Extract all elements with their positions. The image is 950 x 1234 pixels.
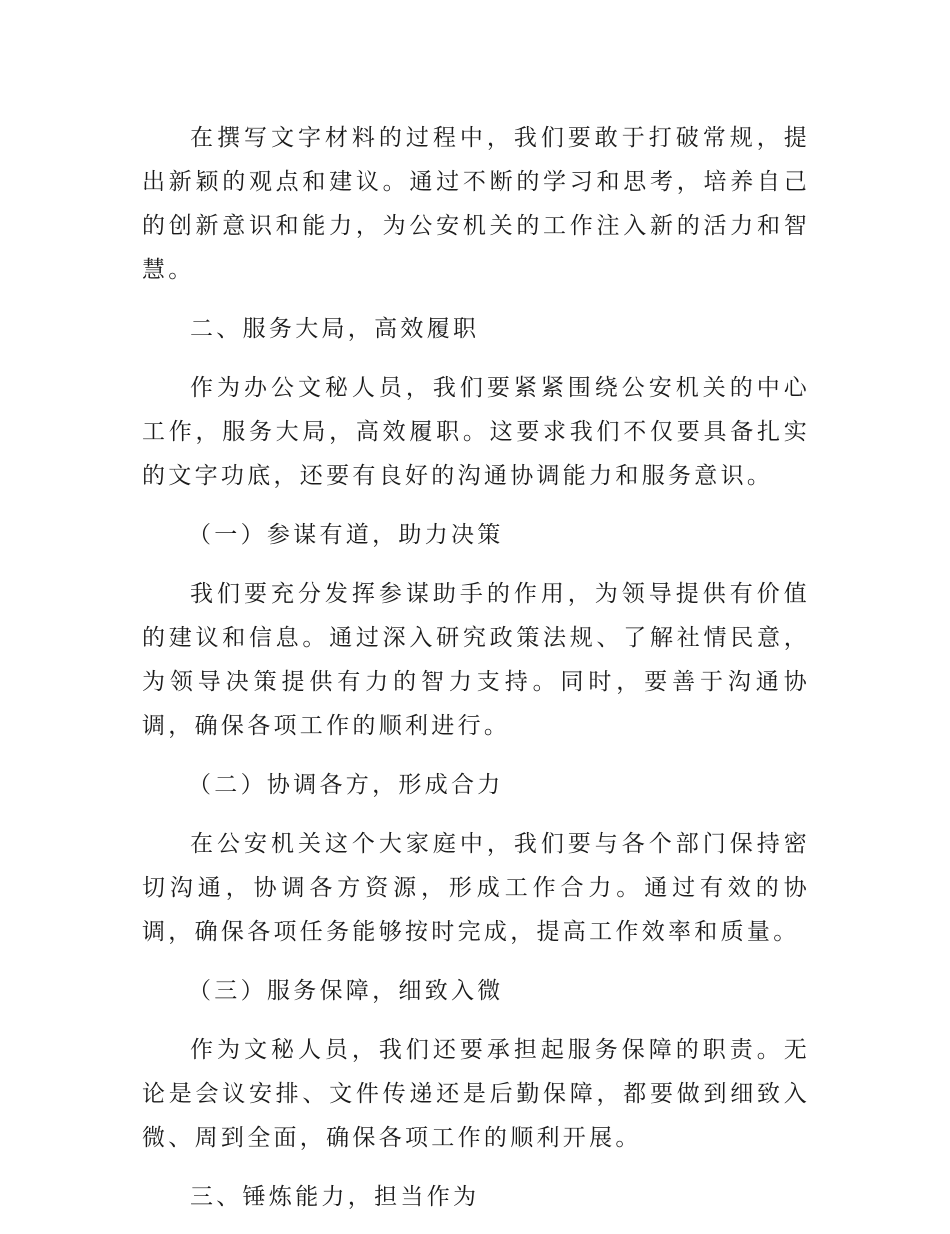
paragraph-serve-overall: 作为办公文秘人员，我们要紧紧围绕公安机关的中心工作，服务大局，高效履职。这要求我们不仅要具备扎实的文字功底，还要有良好的沟通协调能力和服务意识。 xyxy=(142,375,810,489)
subheading-2-2: （二）协调各方，形成合力 xyxy=(188,772,504,798)
document-body xyxy=(142,116,810,1234)
paragraph-innovation: 在撰写文字材料的过程中，我们要敢于打破常规，提出新颖的观点和建议。通过不断的学习和思考，培养自己的创新意识和能力，为公安机关的工作注入新的活力和智慧。 xyxy=(142,125,810,283)
subheading-2-1: （一）参谋有道，助力决策 xyxy=(188,522,504,548)
paragraph-coordination: 在公安机关这个大家庭中，我们要与各个部门保持密切沟通，协调各方资源，形成工作合力。通过有效的协调，确保各项任务能够按时完成，提高工作效率和质量。 xyxy=(142,831,810,945)
section-heading-3: 三、锤炼能力，担当作为 xyxy=(190,1184,480,1210)
section-heading-2: 二、服务大局，高效履职 xyxy=(190,316,480,342)
paragraph-service-support: 作为文秘人员，我们还要承担起服务保障的职责。无论是会议安排、文件传递还是后勤保障，都要做到细致入微、周到全面，确保各项工作的顺利开展。 xyxy=(142,1037,810,1151)
paragraph-advisory: 我们要充分发挥参谋助手的作用，为领导提供有价值的建议和信息。通过深入研究政策法规、了解社情民意，为领导决策提供有力的智力支持。同时，要善于沟通协调，确保各项工作的顺利进行。 xyxy=(142,581,810,739)
subheading-2-3: （三）服务保障，细致入微 xyxy=(188,978,504,1004)
